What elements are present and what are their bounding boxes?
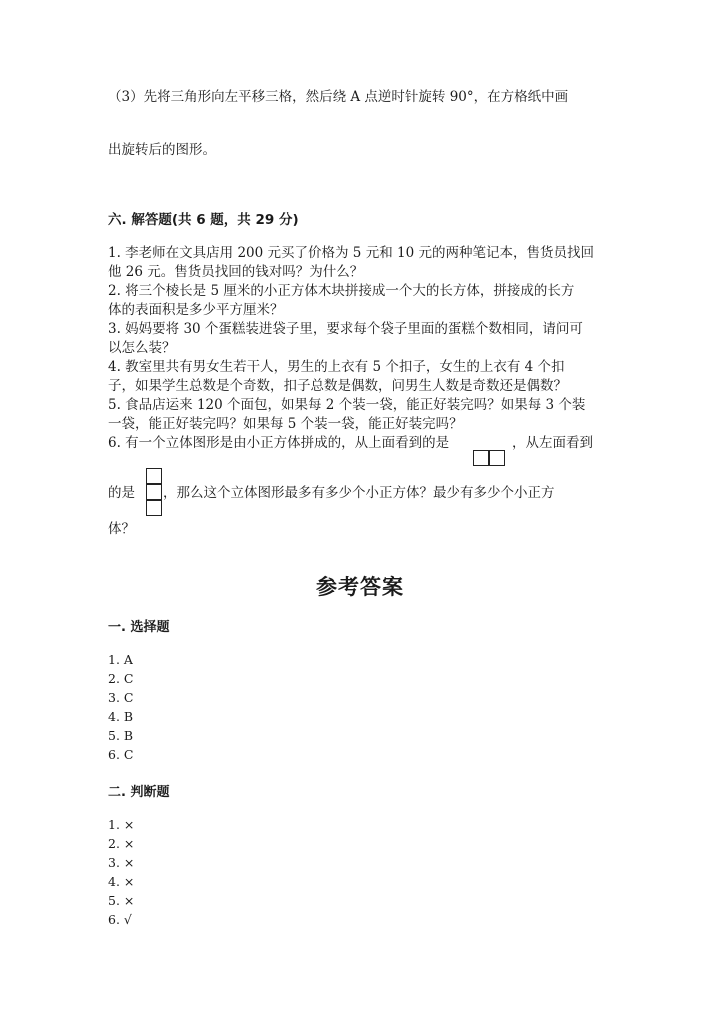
section-6-heading: 六. 解答题(共 6 题，共 29 分) [108,212,299,228]
answer-choice-2: 2. C [108,671,134,686]
answer-judge-3: 3. × [108,855,135,870]
answer-judge-5: 5. × [108,893,135,908]
question-3-line-2: 出旋转后的图形。 [108,142,216,158]
top-view-square-right [489,450,505,466]
answer-judge-2: 2. × [108,836,135,851]
q3-line-2: 以怎么装？ [108,340,176,356]
answer-judge-4: 4. × [108,874,135,889]
answer-choice-6: 6. C [108,747,134,762]
q4-line-2: 子，如果学生总数是个奇数，扣子总数是偶数，问男生人数是奇数还是偶数？ [108,378,567,394]
left-view-square-middle [146,484,162,500]
q6-line-2-end: ，那么这个立体图形最多有多少个小正方体？最少有多少个小正方 [163,485,555,501]
answers-section-2-heading: 二. 判断题 [108,785,170,800]
q3-line-1: 3. 妈妈要将 30 个蛋糕装进袋子里，要求每个袋子里面的蛋糕个数相同，请问可 [108,321,583,337]
answer-choice-3: 3. C [108,690,134,705]
q4-line-1: 4. 教室里共有男女生若干人，男生的上衣有 5 个扣子，女生的上衣有 4 个扣 [108,359,565,375]
answer-judge-1: 1. × [108,817,135,832]
left-view-square-top [146,468,162,484]
q6-line-1-end: ，从左面看到 [512,435,593,451]
question-3-line-1: （3）先将三角形向左平移三格，然后绕 A 点逆时针旋转 90°，在方格纸中画 [108,89,569,105]
answers-title: 参考答案 [316,575,404,599]
q1-line-2: 他 26 元。售货员找回的钱对吗？为什么？ [108,264,364,280]
q2-line-1: 2. 将三个棱长是 5 厘米的小正方体木块拼接成一个大的长方体，拼接成的长方 [108,283,575,299]
q1-line-1: 1. 李老师在文具店用 200 元买了价格为 5 元和 10 元的两种笔记本，售货员找回 [108,245,594,261]
q6-line-2-start: 的是 [108,485,135,501]
left-view-square-bottom [146,500,162,516]
top-view-square-left [473,450,489,466]
q5-line-2: 一袋，能正好装完吗？如果每 5 个装一袋，能正好装完吗？ [108,416,463,432]
answer-choice-5: 5. B [108,728,134,743]
answer-choice-4: 4. B [108,709,134,724]
answer-judge-6: 6. √ [108,912,132,927]
answers-section-1-heading: 一. 选择题 [108,620,170,635]
q6-line-1-start: 6. 有一个立体图形是由小正方体拼成的，从上面看到的是 [108,435,450,451]
q6-line-3: 体？ [108,521,135,537]
q5-line-1: 5. 食品店运来 120 个面包，如果每 2 个装一袋，能正好装完吗？如果每 3 个装 [108,397,586,413]
answer-choice-1: 1. A [108,652,133,667]
q2-line-2: 体的表面积是多少平方厘米？ [108,302,284,318]
